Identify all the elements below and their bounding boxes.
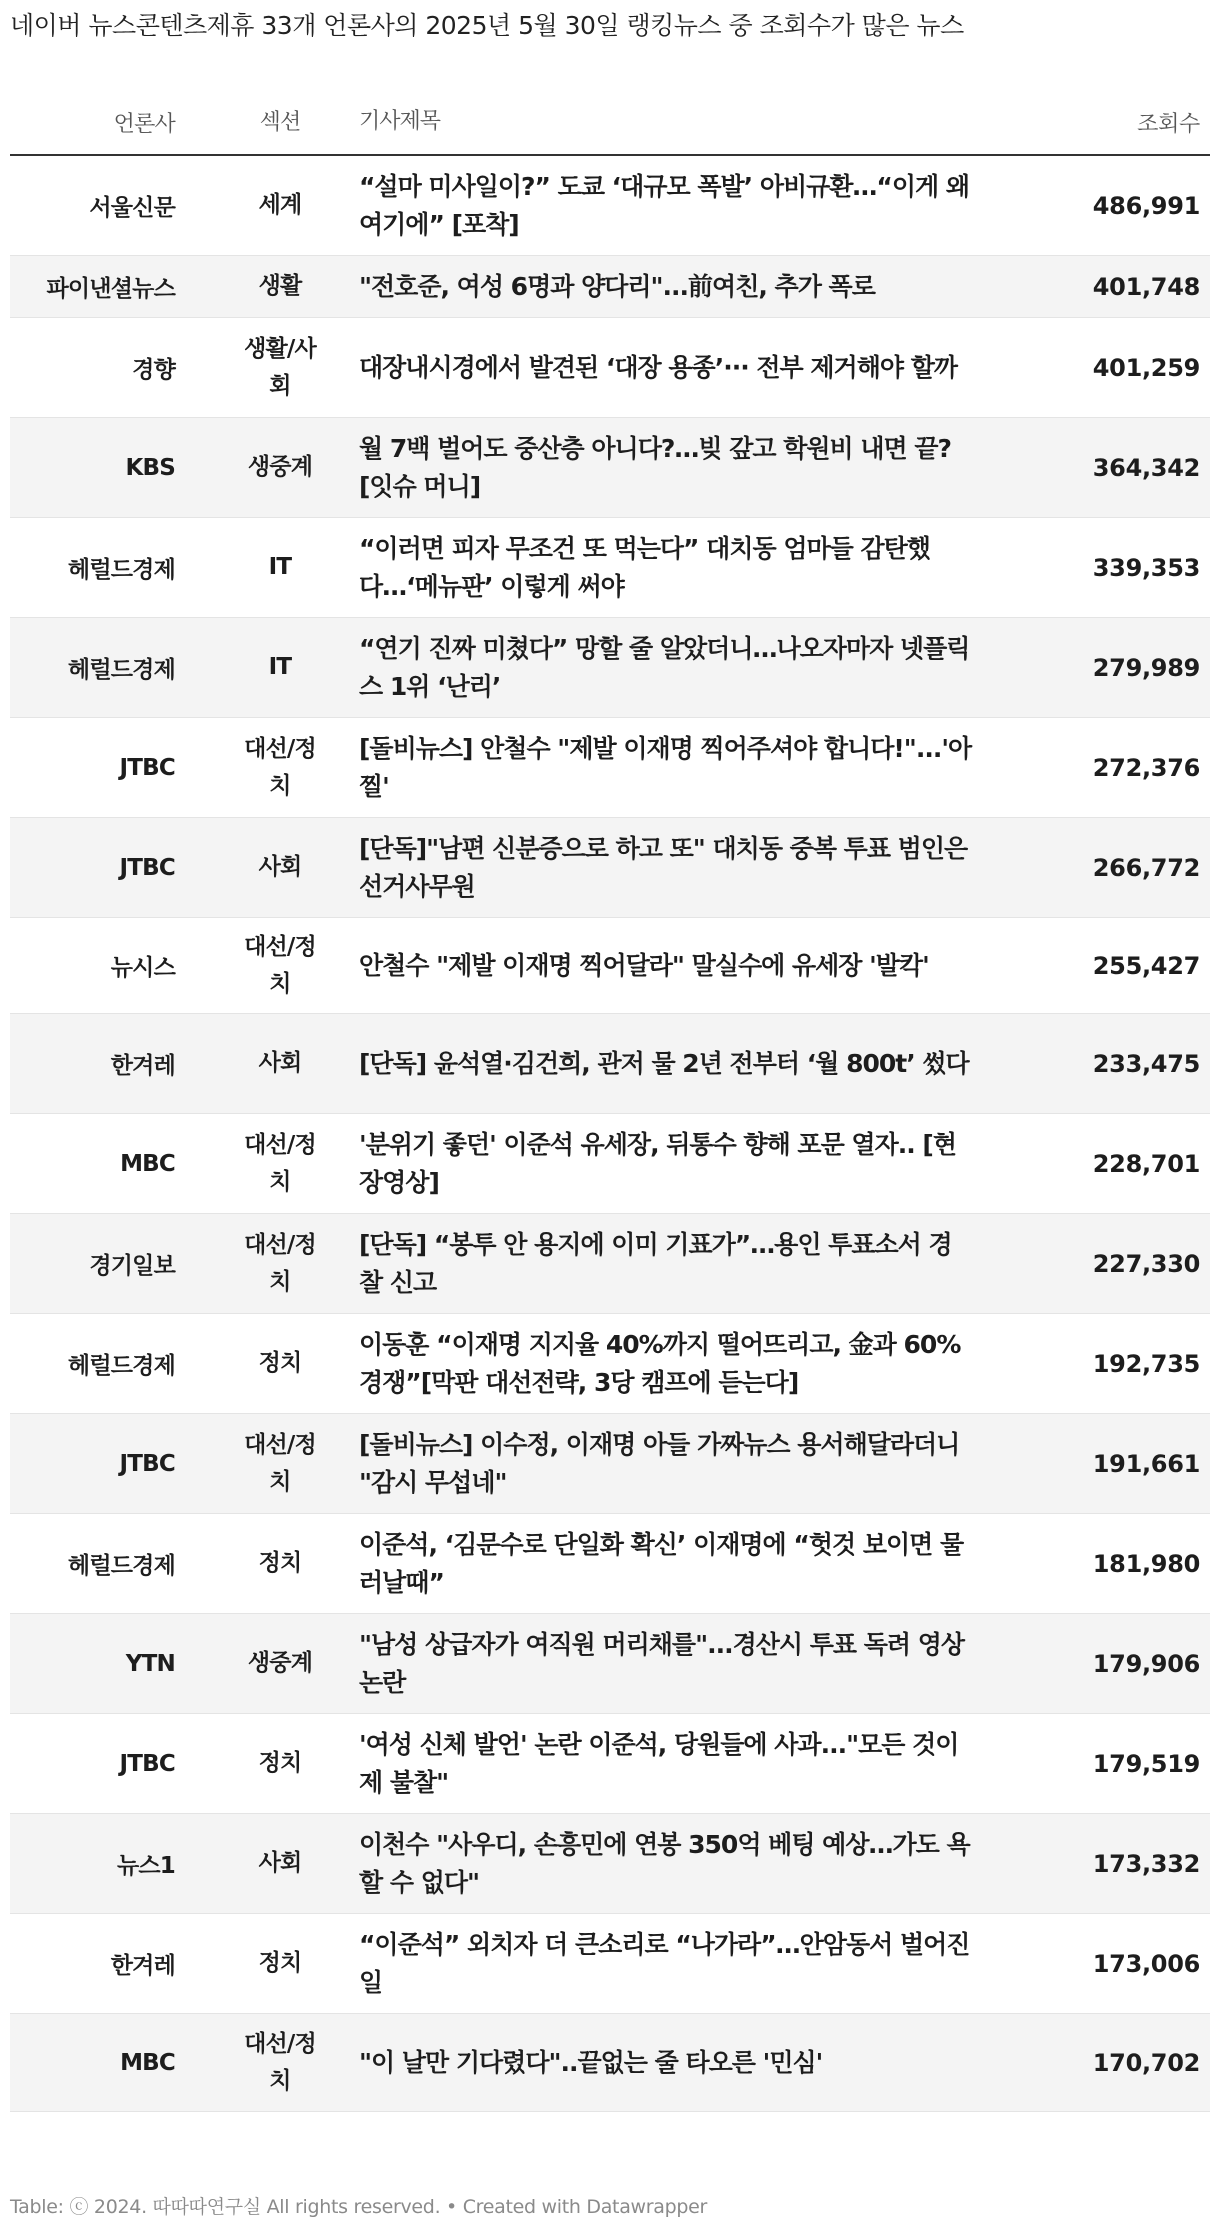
- cell-headline: [단독] “봉투 안 용지에 이미 기표가”…용인 투표소서 경찰 신고: [359, 1229, 952, 1297]
- cell-views: 486,991: [1092, 191, 1200, 220]
- cell-headline: "이 날만 기다렸다"..끝없는 줄 타오른 '민심': [359, 2047, 823, 2077]
- cell-outlet: MBC: [120, 2049, 175, 2076]
- cell-section: 세계: [258, 192, 302, 218]
- cell-views: 228,701: [1092, 1149, 1200, 1178]
- cell-views: 191,661: [1092, 1449, 1200, 1478]
- header-views[interactable]: 조회수: [1137, 111, 1200, 137]
- cell-views: 364,342: [1092, 453, 1200, 482]
- cell-section: 사회: [258, 854, 302, 880]
- cell-outlet: JTBC: [119, 1450, 175, 1477]
- cell-views: 339,353: [1092, 553, 1200, 582]
- table-row: [10, 1414, 1210, 1514]
- table-row: [10, 2014, 1210, 2112]
- cell-views: 255,427: [1092, 951, 1200, 980]
- cell-views: 233,475: [1092, 1049, 1200, 1078]
- header-outlet[interactable]: 언론사: [113, 111, 175, 137]
- cell-section: 정치: [258, 1350, 302, 1376]
- cell-headline: 대장내시경에서 발견된 ‘대장 용종’··· 전부 제거해야 할까: [359, 352, 958, 382]
- cell-section: 대선/정치: [244, 1231, 316, 1295]
- table-row: [10, 318, 1210, 418]
- cell-headline: “이준석” 외치자 더 큰소리로 “나가라”…안암동서 벌어진 일: [359, 1929, 970, 1997]
- table-row: [10, 1814, 1210, 1914]
- cell-section: 대선/정치: [244, 1431, 316, 1495]
- cell-outlet: 헤럴드경제: [67, 1353, 175, 1379]
- cell-views: 401,748: [1092, 272, 1200, 301]
- table-row: [10, 818, 1210, 918]
- news-ranking-table: [10, 90, 1210, 2112]
- cell-headline: [돌비뉴스] 이수정, 이재명 아들 가짜뉴스 용서해달라더니 "감시 무섭네": [359, 1429, 960, 1497]
- table-row: [10, 156, 1210, 256]
- cell-headline: 이준석, ‘김문수로 단일화 확신’ 이재명에 “헛것 보이면 물러날때”: [359, 1529, 964, 1597]
- table-row: [10, 1214, 1210, 1314]
- cell-section: 사회: [258, 1850, 302, 1876]
- cell-outlet: JTBC: [119, 1750, 175, 1777]
- table-row: [10, 418, 1210, 518]
- cell-views: 401,259: [1092, 353, 1200, 382]
- cell-views: 179,519: [1092, 1749, 1200, 1778]
- cell-section: 생중계: [247, 1650, 313, 1676]
- cell-outlet: KBS: [125, 454, 175, 481]
- cell-section: 대선/정치: [244, 735, 316, 799]
- cell-headline: 안철수 "제발 이재명 찍어달라" 말실수에 유세장 '발칵': [359, 950, 929, 980]
- cell-outlet: 파이낸셜뉴스: [46, 276, 175, 302]
- table-row: [10, 1614, 1210, 1714]
- cell-section: 대선/정치: [244, 2030, 316, 2094]
- header-headline[interactable]: 기사제목: [359, 109, 441, 134]
- cell-outlet: 한겨레: [110, 1953, 175, 1979]
- cell-views: 179,906: [1092, 1649, 1200, 1678]
- cell-headline: 이동훈 “이재명 지지율 40%까지 떨어뜨리고, 金과 60% 경쟁”[막판 대선전략, 3당 캠프에 듣는다]: [359, 1329, 961, 1397]
- cell-section: 대선/정치: [244, 933, 316, 997]
- header-section[interactable]: 섹션: [259, 109, 301, 135]
- table-row: [10, 1514, 1210, 1614]
- cell-section: 생활: [258, 273, 302, 299]
- table-row: [10, 618, 1210, 718]
- cell-section: 정치: [258, 1750, 302, 1776]
- cell-section: 정치: [258, 1550, 302, 1576]
- cell-headline: [단독]"남편 신분증으로 하고 또" 대치동 중복 투표 범인은 선거사무원: [359, 833, 968, 901]
- cell-section: 정치: [258, 1950, 302, 1976]
- footer-credit: Table: ⓒ 2024. 따따따연구실 All rights reserved. • Created with Datawrapper: [10, 2196, 708, 2218]
- cell-outlet: 경기일보: [89, 1253, 175, 1279]
- cell-outlet: JTBC: [119, 754, 175, 781]
- cell-section: 생중계: [247, 454, 313, 480]
- cell-headline: 이천수 "사우디, 손흥민에 연봉 350억 베팅 예상…가도 욕할 수 없다": [359, 1829, 970, 1897]
- table-row: [10, 1314, 1210, 1414]
- cell-outlet: MBC: [120, 1150, 175, 1177]
- table-row: [10, 918, 1210, 1014]
- cell-section: 생활/사회: [244, 335, 316, 399]
- cell-headline: 월 7백 벌어도 중산층 아니다?…빚 갚고 학원비 내면 끝? [잇슈 머니]: [359, 433, 952, 501]
- table-row: [10, 1114, 1210, 1214]
- cell-outlet: 뉴스1: [116, 1853, 175, 1879]
- cell-headline: '여성 신체 발언' 논란 이준석, 당원들에 사과..."모든 것이 제 불찰": [359, 1729, 959, 1797]
- cell-outlet: 한겨레: [110, 1053, 175, 1079]
- cell-outlet: 헤럴드경제: [67, 557, 175, 583]
- cell-section: 사회: [258, 1050, 302, 1076]
- table-row: [10, 1714, 1210, 1814]
- cell-headline: “이러면 피자 무조건 또 먹는다” 대치동 엄마들 감탄했다…‘메뉴판’ 이렇게 써야: [359, 533, 930, 601]
- cell-headline: "전호준, 여성 6명과 양다리"...前여친, 추가 폭로: [359, 271, 875, 301]
- cell-headline: “설마 미사일이?” 도쿄 ‘대규모 폭발’ 아비규환…“이게 왜 여기에” [포착]: [359, 171, 970, 239]
- cell-outlet: YTN: [125, 1650, 175, 1677]
- cell-outlet: 서울신문: [89, 195, 175, 221]
- cell-outlet: 경향: [132, 357, 175, 383]
- cell-section: IT: [268, 654, 292, 680]
- cell-views: 173,006: [1092, 1949, 1200, 1978]
- cell-outlet: JTBC: [119, 854, 175, 881]
- table-row: [10, 518, 1210, 618]
- table-row: [10, 1014, 1210, 1114]
- cell-views: 272,376: [1092, 753, 1200, 782]
- table-title: 네이버 뉴스콘텐츠제휴 33개 언론사의 2025년 5월 30일 랭킹뉴스 중 조회수가 많은 뉴스: [10, 11, 964, 40]
- cell-views: 181,980: [1092, 1549, 1200, 1578]
- table-row: [10, 256, 1210, 318]
- cell-views: 170,702: [1092, 2048, 1200, 2077]
- cell-headline: "남성 상급자가 여직원 머리채를"...경산시 투표 독려 영상 논란: [359, 1629, 965, 1697]
- table-row: [10, 1914, 1210, 2014]
- cell-views: 173,332: [1092, 1849, 1200, 1878]
- cell-headline: [돌비뉴스] 안철수 "제발 이재명 찍어주셔야 합니다!"...'아찔': [359, 733, 972, 801]
- cell-section: IT: [268, 554, 292, 580]
- cell-section: 대선/정치: [244, 1131, 316, 1195]
- cell-outlet: 뉴시스: [110, 955, 175, 981]
- table-header: [10, 90, 1210, 156]
- cell-headline: “연기 진짜 미쳤다” 망할 줄 알았더니…나오자마자 넷플릭스 1위 ‘난리’: [359, 633, 970, 701]
- cell-views: 266,772: [1092, 853, 1200, 882]
- table-row: [10, 718, 1210, 818]
- cell-views: 227,330: [1092, 1249, 1200, 1278]
- table-body: [10, 156, 1210, 2112]
- cell-headline: [단독] 윤석열·김건희, 관저 물 2년 전부터 ‘월 800t’ 썼다: [359, 1048, 969, 1078]
- cell-outlet: 헤럴드경제: [67, 657, 175, 683]
- cell-headline: '분위기 좋던' 이준석 유세장, 뒤통수 향해 포문 열자.. [현장영상]: [359, 1129, 957, 1197]
- cell-views: 192,735: [1092, 1349, 1200, 1378]
- cell-outlet: 헤럴드경제: [67, 1553, 175, 1579]
- cell-views: 279,989: [1092, 653, 1200, 682]
